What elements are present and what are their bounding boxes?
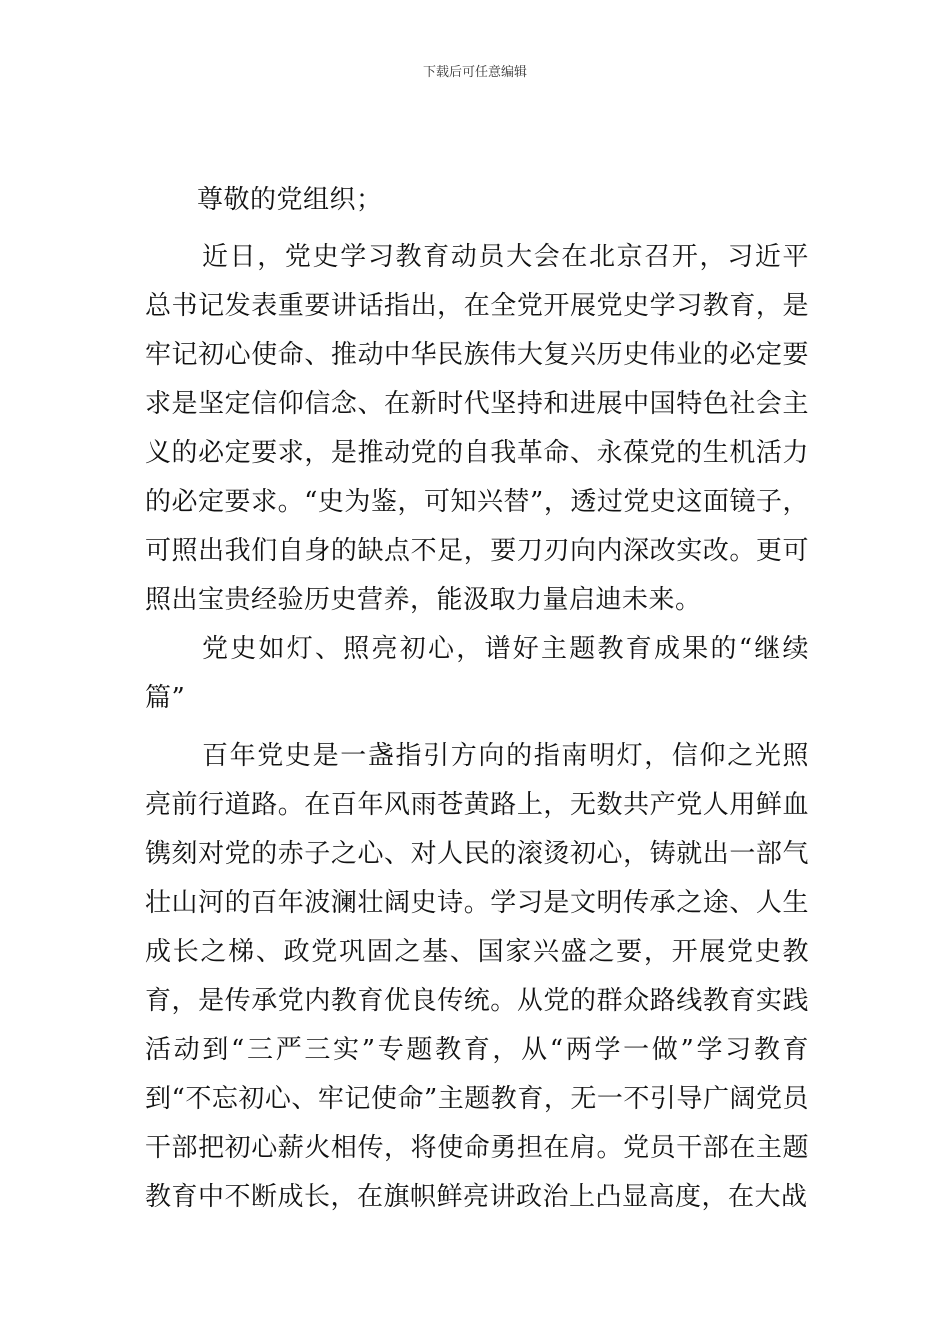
spacer <box>145 225 809 233</box>
salutation: 尊敬的党组织； <box>197 185 383 215</box>
page-header-note: 下载后可任意编辑 <box>422 65 527 80</box>
spacer <box>145 723 809 732</box>
section-heading: 党史如灯、照亮初心，谱好主题教育成果的“继续篇” <box>145 634 809 713</box>
paragraph-body: 百年党史是一盏指引方向的指南明灯，信仰之光照亮前行道路。在百年风雨苍黄路上，无数共产党人用鲜血镌刻对党的赤子之心、对人民的滚烫初心，铸就出一部气壮山河的百年波澜壮阔史诗。学习是文明传承之途、人生成长之梯、政党巩固之基、国家兴盛之要，开展党史教育，是传承党内教育优良传统。从党的群众路线教育实践活动到“三严三实”专题教育，从“两学一做”学习教育到“不忘初心、牢记使命”主题教育，无一不引导广阔党员干部把初心薪火相传，将使命勇担在肩。党员干部在主题教育中不断成长，在旗帜鲜亮讲政治上凸显高度，在大战 <box>145 741 809 1212</box>
document-body <box>145 176 809 1222</box>
paragraph-intro: 近日，党史学习教育动员大会在北京召开，习近平总书记发表重要讲话指出，在全党开展党史学习教育，是牢记初心使命、推动中华民族伟大复兴历史伟业的必定要求是坚定信仰信念、在新时代坚持和进展中国特色社会主义的必定要求，是推动党的自我革命、永葆党的生机活力的必定要求。“史为鉴，可知兴替”，透过党史这面镜子，可照出我们自身的缺点不足，要刀刃向内深改实改。更可照出宝贵经验历史营养，能汲取力量启迪未来。 <box>145 242 809 615</box>
